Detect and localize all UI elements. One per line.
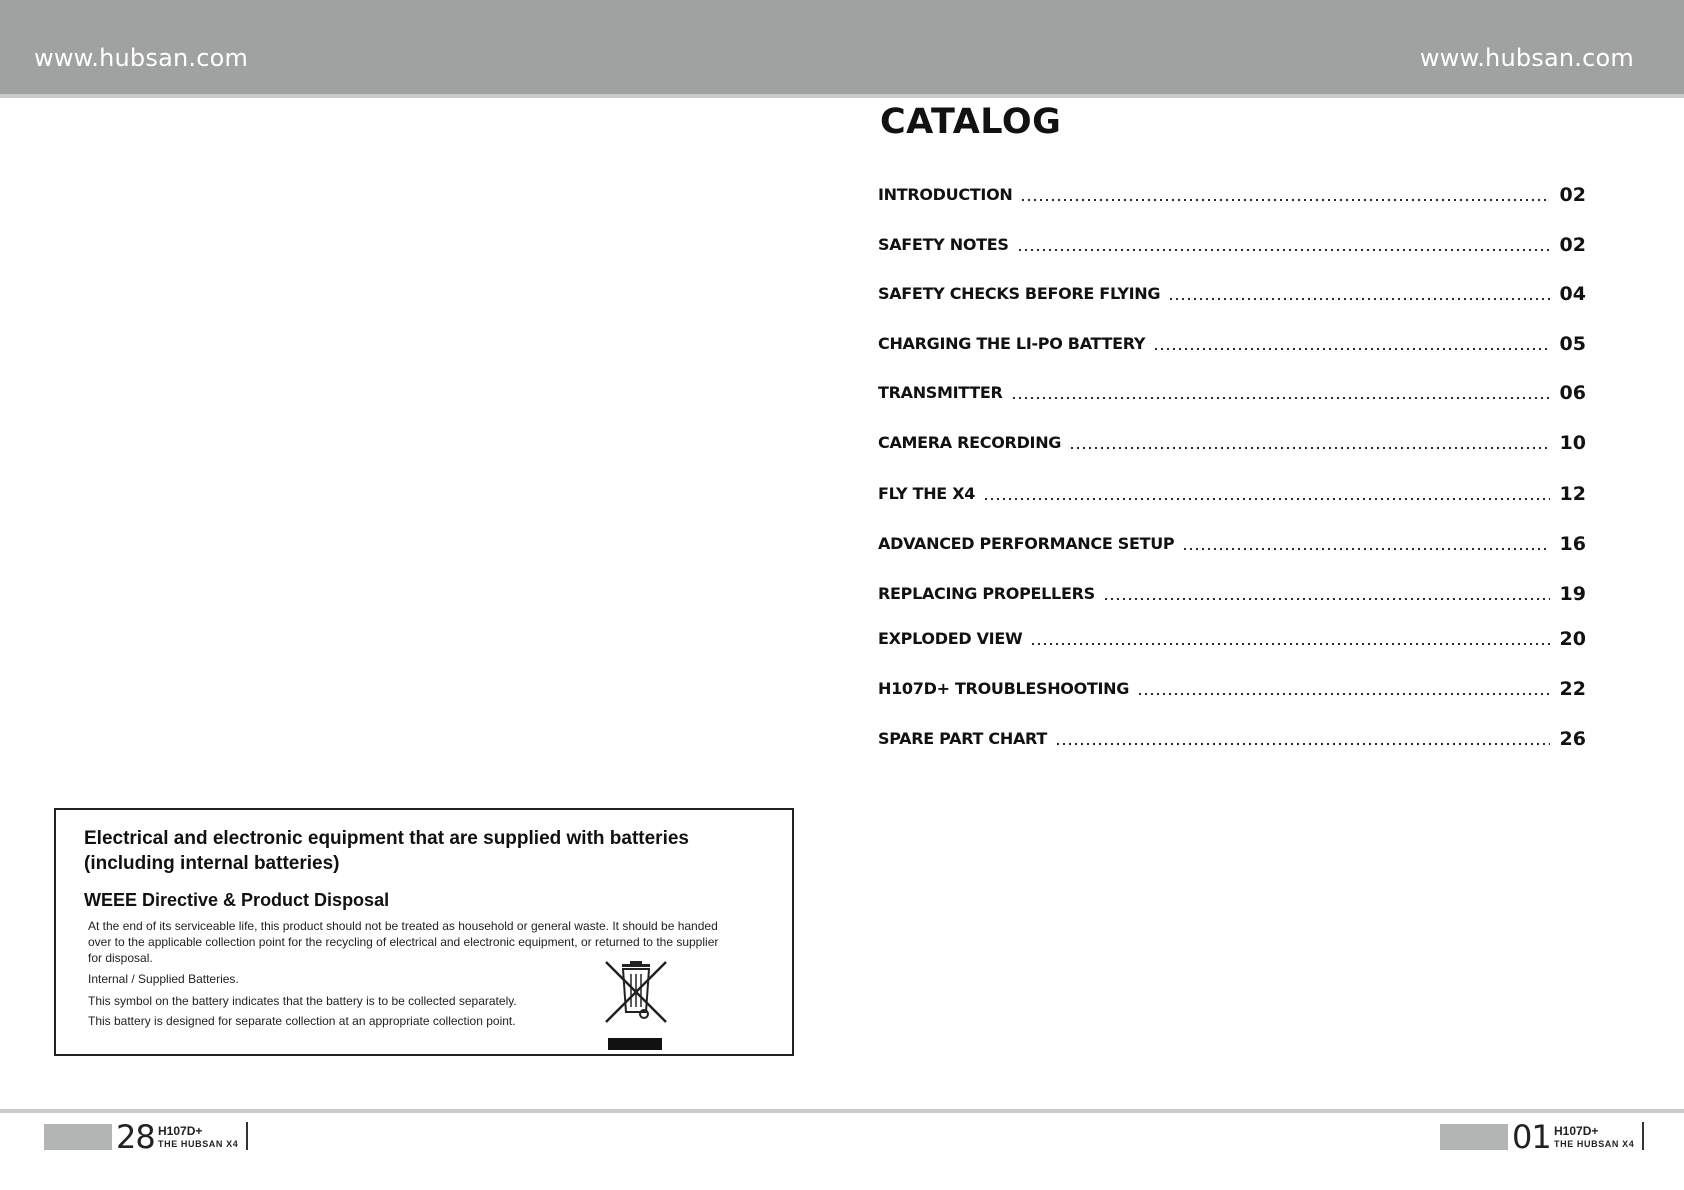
model-name-left: H107D+ — [158, 1124, 203, 1138]
toc-entry[interactable] — [878, 479, 1586, 507]
toc-entry[interactable] — [878, 230, 1586, 258]
dot-leader — [1055, 742, 1550, 746]
dot-leader — [1168, 297, 1550, 301]
toc-entry-label: SPARE PART CHART — [878, 729, 1047, 748]
toc-entry-page: 19 — [1559, 583, 1586, 605]
dot-leader — [1011, 396, 1550, 400]
model-name-right: H107D+ — [1554, 1124, 1599, 1138]
toc-entry-page: 26 — [1559, 728, 1586, 750]
dot-leader — [1069, 446, 1550, 450]
catalog-title: CATALOG — [880, 102, 1062, 142]
toc-entry[interactable] — [878, 624, 1586, 652]
footer-tab-right — [1440, 1124, 1508, 1150]
website-url-left: www.hubsan.com — [34, 44, 249, 72]
dot-leader — [983, 497, 1550, 501]
toc-entry-label: CAMERA RECORDING — [878, 433, 1062, 452]
toc-entry-label: REPLACING PROPELLERS — [878, 584, 1095, 603]
toc-entry[interactable] — [878, 329, 1586, 357]
weee-batteries-line: Internal / Supplied Batteries. — [88, 972, 239, 986]
toc-entry-label: INTRODUCTION — [878, 185, 1013, 204]
page-number-left: 28 — [116, 1118, 155, 1156]
dot-leader — [1153, 347, 1550, 351]
toc-entry-label: ADVANCED PERFORMANCE SETUP — [878, 534, 1175, 553]
toc-entry-page: 22 — [1559, 678, 1586, 700]
crossed-out-wheelie-bin-icon — [602, 956, 670, 1052]
dot-leader — [1182, 547, 1550, 551]
toc-entry-page: 20 — [1559, 628, 1586, 650]
dot-leader — [1017, 248, 1550, 252]
header-divider — [0, 94, 1684, 98]
toc-entry-page: 02 — [1559, 184, 1586, 206]
page-number-right: 01 — [1512, 1118, 1551, 1156]
dot-leader — [1103, 597, 1550, 601]
weee-title: Electrical and electronic equipment that are supplied with batteries (including internal batteries) — [84, 828, 689, 874]
toc-entry[interactable] — [878, 724, 1586, 752]
toc-entry-page: 16 — [1559, 533, 1586, 555]
toc-entry-label: TRANSMITTER — [878, 383, 1003, 402]
toc-entry-page: 06 — [1559, 382, 1586, 404]
toc-entry-page: 05 — [1559, 333, 1586, 355]
model-subtitle-right: THE HUBSAN X4 — [1554, 1139, 1635, 1149]
toc-entry[interactable] — [878, 579, 1586, 607]
toc-entry-label: SAFETY NOTES — [878, 235, 1009, 254]
toc-entry-label: FLY THE X4 — [878, 484, 976, 503]
dot-leader — [1030, 642, 1550, 646]
toc-entry[interactable] — [878, 529, 1586, 557]
weee-subtitle: WEEE Directive & Product Disposal — [84, 890, 390, 910]
weee-body-text: At the end of its serviceable life, this product should not be treated as household or general waste. It should be handed over to the applicable collection point for the recycling of electrical and electronic equipment, or returned to the supplier for disposal. — [88, 919, 719, 965]
toc-entry-page: 04 — [1559, 283, 1586, 305]
toc-entry-label: H107D+ TROUBLESHOOTING — [878, 679, 1130, 698]
model-subtitle-left: THE HUBSAN X4 — [158, 1139, 239, 1149]
toc-entry[interactable] — [878, 674, 1586, 702]
toc-entry[interactable] — [878, 428, 1586, 456]
toc-entry[interactable] — [878, 180, 1586, 208]
toc-entry[interactable] — [878, 279, 1586, 307]
weee-collection-line: This battery is designed for separate collection at an appropriate collection point. — [88, 1014, 516, 1028]
toc-entry-page: 10 — [1559, 432, 1586, 454]
footer-tab-left — [44, 1124, 112, 1150]
toc-entry-page: 02 — [1559, 234, 1586, 256]
website-url-right: www.hubsan.com — [1419, 44, 1634, 72]
toc-entry-label: CHARGING THE LI-PO BATTERY — [878, 334, 1146, 353]
weee-symbol-line: This symbol on the battery indicates that the battery is to be collected separately. — [88, 994, 517, 1008]
dot-leader — [1020, 198, 1550, 202]
toc-entry[interactable] — [878, 378, 1586, 406]
toc-entry-label: SAFETY CHECKS BEFORE FLYING — [878, 284, 1161, 303]
weee-notice-box — [54, 808, 794, 1056]
footer-separator-left — [246, 1122, 248, 1150]
toc-entry-label: EXPLODED VIEW — [878, 629, 1023, 648]
footer-divider — [0, 1109, 1684, 1113]
toc-entry-page: 12 — [1559, 483, 1586, 505]
dot-leader — [1137, 692, 1550, 696]
footer-separator-right — [1642, 1122, 1644, 1150]
